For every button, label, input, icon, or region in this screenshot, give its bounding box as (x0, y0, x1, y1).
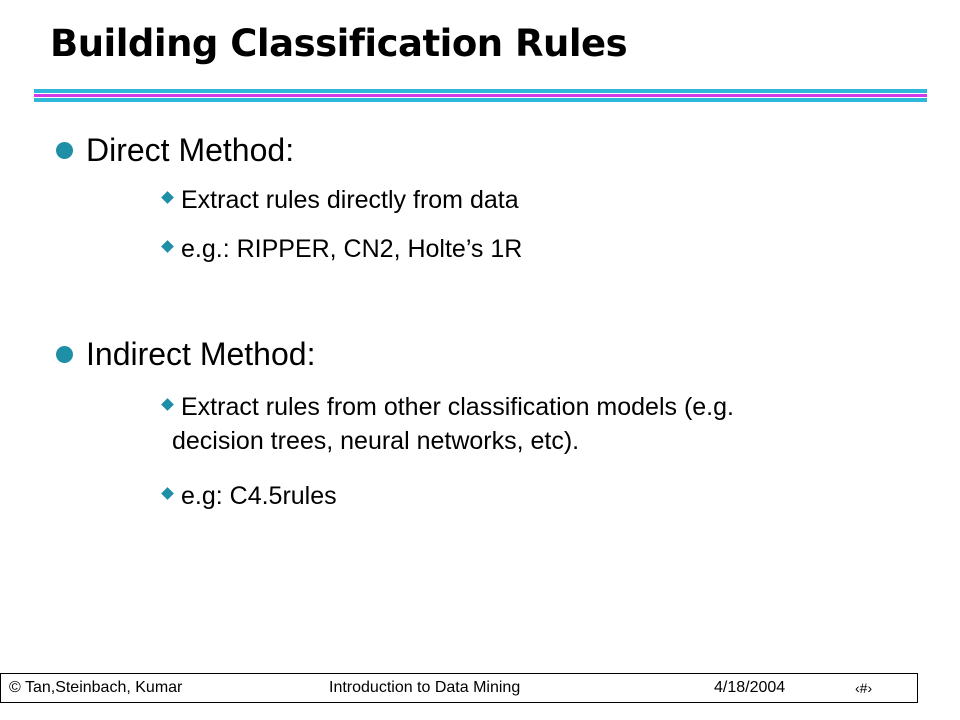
footer-page-number: ‹#› (855, 680, 873, 696)
footer-copyright: © Tan,Steinbach, Kumar (9, 679, 183, 696)
footer-course-title: Introduction to Data Mining (329, 679, 521, 696)
title-rule-bottom (34, 98, 927, 102)
diamond-bullet-icon (161, 191, 174, 204)
sub-bullet-indirect-examples (160, 479, 337, 513)
bullet-label: Indirect Method: (86, 336, 316, 372)
diamond-bullet-icon (161, 487, 174, 500)
bullet-dot-icon (56, 142, 73, 159)
sub-bullet-line: decision trees, neural networks, etc). (172, 427, 580, 455)
sub-bullet-label: e.g: C4.5rules (181, 482, 337, 510)
sub-bullet-line: Extract rules from other classification models (e.g. (181, 393, 734, 421)
footer-date: 4/18/2004 (714, 679, 786, 696)
sub-bullet-label: e.g.: RIPPER, CN2, Holte’s 1R (181, 235, 523, 263)
bullet-direct-method (56, 130, 294, 170)
sub-bullet-extract-from-models (160, 390, 734, 458)
title-rule-middle (34, 94, 927, 97)
slide-footer (0, 673, 918, 703)
title-rule-top (34, 89, 927, 93)
sub-bullet-extract-directly (160, 183, 519, 217)
bullet-label: Direct Method: (86, 132, 295, 168)
diamond-bullet-icon (161, 240, 174, 253)
bullet-indirect-method (56, 334, 315, 374)
diamond-bullet-icon (161, 398, 174, 411)
sub-bullet-label: Extract rules directly from data (181, 186, 519, 214)
sub-bullet-direct-examples (160, 232, 522, 266)
sub-bullet-label (172, 390, 734, 458)
bullet-dot-icon (56, 346, 73, 363)
slide-title: Building Classification Rules (50, 22, 628, 65)
